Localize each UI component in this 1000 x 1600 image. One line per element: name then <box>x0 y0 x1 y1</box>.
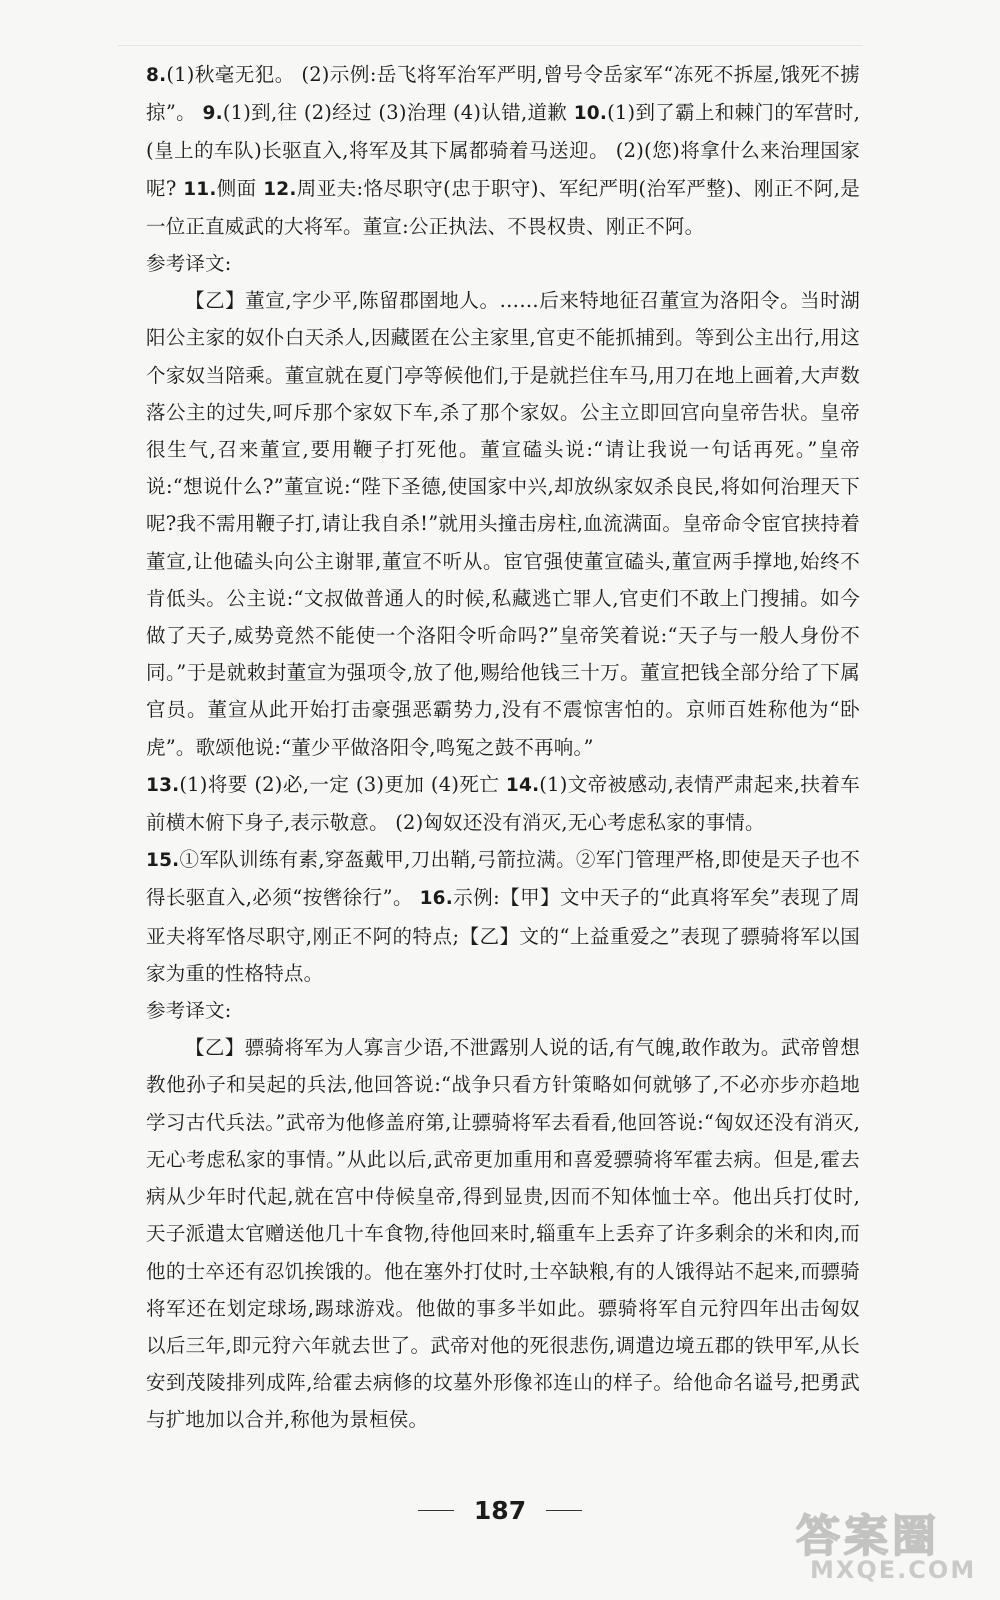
translation-label: 参考译文: <box>146 252 232 276</box>
watermark-title: 答案圈 <box>796 1511 940 1562</box>
answer-text: (1)秋毫无犯。 (2)示例:岳飞将军治军严明,曾号令岳家军“冻死不拆屋,饿死不掳掠”。 <box>146 63 860 125</box>
answer-text: 示例:【甲】文中天子的“此真将军矣”表现了周亚夫将军恪尽职守,刚正不阿的特点;【乙】文的“上益重爱之”表现了骠骑将军以国家为重的性格特点。 <box>146 886 860 985</box>
answer-text: ①军队训练有素,穿盔戴甲,刀出鞘,弓箭拉满。②军门管理严格,即使是天子也不得长驱直入,必须“按辔徐行”。 <box>146 848 860 910</box>
answers-paragraph-3 <box>146 841 860 992</box>
question-number: 10. <box>573 103 608 125</box>
question-number: 16. <box>419 888 453 910</box>
question-number: 14. <box>505 774 540 796</box>
answers-paragraph-2 <box>146 766 860 841</box>
translation-paragraph: 【乙】董宣,字少平,陈留郡圉地人。……后来特地征召董宣为洛阳令。当时湖阳公主家的奴仆白天杀人,因藏匿在公主家里,官吏不能抓捕到。等到公主出行,用这个家奴当陪乘。董宣就在夏门亭等候他们,于是就拦住车马,用刀在地上画着,大声数落公主的过失,呵斥那个家奴下车,杀了那个家奴。公主立即回宫向皇帝告状。皇帝很生气,召来董宣,要用鞭子打死他。董宣磕头说:“请让我说一句话再死。”皇帝说:“想说什么?”董宣说:“陛下圣德,使国家中兴,却放纵家奴杀良民,将如何治理天下呢?我不需用鞭子打,请让我自杀!”就用头撞击房柱,血流满面。皇帝命令宦官挟持着董宣,让他磕头向公主谢罪,董宣不听从。宦官强使董宣磕头,董宣两手撑地,始终不肯低头。公主说:“文叔做普通人的时候,私藏逃亡罪人,官吏们不敢上门搜捕。如今做了天子,威势竟然不能使一个洛阳令听命吗?”皇帝笑着说:“天子与一般人身份不同。”于是就敕封董宣为强项令,放了他,赐给他钱三十万。董宣把钱全部分给了下属官员。董宣从此开始打击豪强恶霸势力,没有不震惊害怕的。京师百姓称他为“卧虎”。歌颂他说:“董少平做洛阳令,鸣冤之鼓不再响。” <box>146 289 860 759</box>
answer-text: (1)到,往 (2)经过 (3)治理 (4)认错,道歉 <box>222 101 574 125</box>
question-number: 11. <box>183 178 217 200</box>
top-rule <box>118 45 863 46</box>
watermark-logo <box>790 1500 977 1592</box>
watermark-url: MXQE.COM <box>810 1556 977 1584</box>
footer-dash-left <box>418 1510 454 1511</box>
answer-text: (1)文帝被感动,表情严肃起来,扶着车前横木俯下身子,表示敬意。 (2)匈奴还没有消灭,无心考虑私家的事情。 <box>146 772 860 835</box>
translation-label: 参考译文: <box>146 999 232 1023</box>
question-number: 13. <box>146 774 180 796</box>
answers-paragraph-1 <box>146 56 860 245</box>
question-number: 9. <box>202 103 223 125</box>
question-number: 12. <box>263 178 297 200</box>
answer-text: (1)到了霸上和棘门的军营时,(皇上的车队)长驱直入,将军及其下属都骑着马送迎。 (2)(您)将拿什么来治理国家呢? <box>146 101 861 200</box>
answer-text: 侧面 <box>216 176 264 200</box>
footer-dash-right <box>546 1510 582 1511</box>
question-number: 8. <box>146 65 167 86</box>
page-number: 187 <box>473 1496 527 1525</box>
answer-text: 周亚夫:恪尽职守(忠于职守)、军纪严明(治军严整)、刚正不阿,是一位正直威武的大将军。董宣:公正执法、不畏权贵、刚正不阿。 <box>146 176 860 238</box>
answer-text: (1)将要 (2)必,一定 (3)更加 (4)死亡 <box>179 772 506 796</box>
translation-paragraph: 【乙】骠骑将军为人寡言少语,不泄露别人说的话,有气魄,敢作敢为。武帝曾想教他孙子和吴起的兵法,他回答说:“战争只看方针策略如何就够了,不必亦步亦趋地学习古代兵法。”武帝为他修盖府第,让骠骑将军去看看,他回答说:“匈奴还没有消灭,无心考虑私家的事情。”从此以后,武帝更加重用和喜爱骠骑将军霍去病。但是,霍去病从少年时代起,就在宫中侍候皇帝,得到显贵,因而不知体恤士卒。他出兵打仗时,天子派遣太官赠送他几十车食物,待他回来时,辎重车上丢弃了许多剩余的米和肉,而他的士卒还有忍饥挨饿的。他在塞外打仗时,士卒缺粮,有的人饿得站不起来,而骠骑将军还在划定球场,踢球游戏。他做的事多半如此。骠骑将军自元狩四年出击匈奴以后三年,即元狩六年就去世了。武帝对他的死很悲伤,调遣边境五郡的铁甲军,从长安到茂陵排列成阵,给霍去病修的坟墓外形像祁连山的样子。给他命名谥号,把勇武与扩地加以合并,称他为景桓侯。 <box>146 1036 860 1432</box>
answer-page <box>146 56 860 1439</box>
question-number: 15. <box>146 850 180 872</box>
